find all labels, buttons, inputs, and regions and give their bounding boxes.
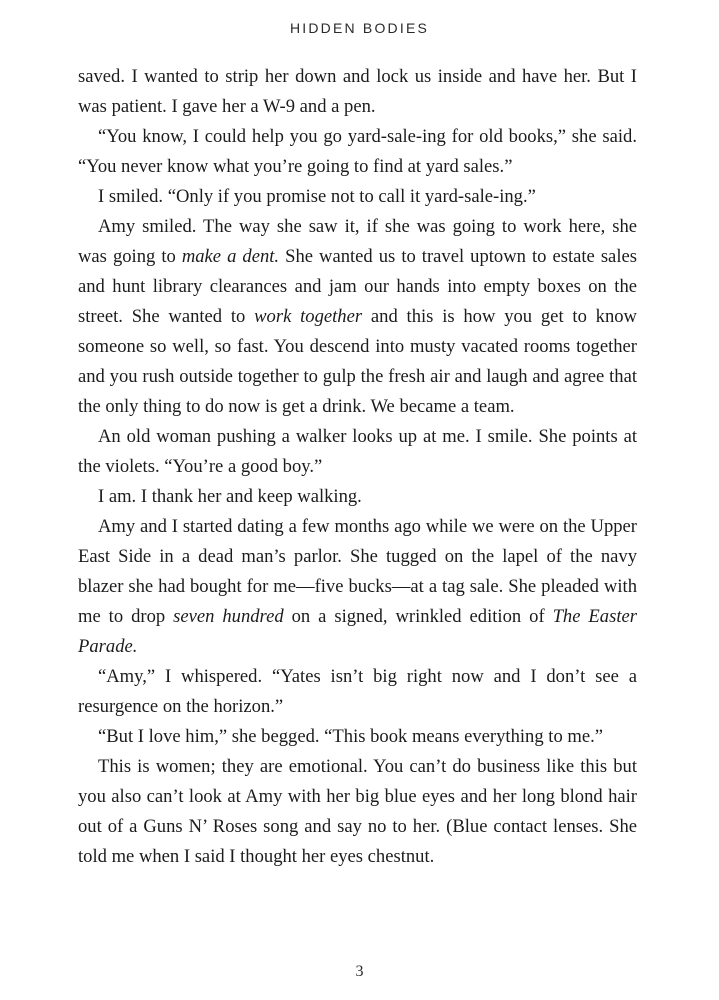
paragraph (78, 212, 637, 422)
paragraph (78, 422, 637, 482)
paragraph (78, 182, 637, 212)
italic-text: The Easter Parade. (78, 606, 637, 657)
text-run: and this is how you get to know someone so well, so fast. You descend into musty vacated rooms together and you rush outside together to gulp the fresh air and laugh and agree that the only thing to do now is get a drink. We became a team. (78, 306, 637, 417)
text-run: Amy and I started dating a few months ago while we were on the Upper East Side in a dead man’s parlor. She tugged on the lapel of the navy blazer she had bought for me—five bucks—at a tag sale. She pleaded with me to drop (78, 516, 637, 627)
text-run: She wanted us to travel uptown to estate sales and hunt library clearances and jam our hands into empty boxes on the street. She wanted to (78, 246, 637, 327)
text-run: This is women; they are emotional. You can’t do business like this but you also can’t look at Amy with her big blue eyes and her long blond hair out of a Guns N’ Roses song and say no to her. (Blue contact lenses. She told me when I said I thought her eyes chestnut. (78, 756, 637, 867)
text-run: An old woman pushing a walker looks up at me. I smile. She points at the violets. “You’re a good boy.” (78, 426, 637, 477)
text-run: “You know, I could help you go yard-sale-ing for old books,” she said. “You never know what you’re going to find at yard sales.” (78, 126, 637, 177)
italic-text: make a dent. (181, 246, 280, 267)
text-run: saved. I wanted to strip her down and lock us inside and have her. But I was patient. I gave her a W-9 and a pen. (78, 66, 637, 117)
italic-text: work together (254, 306, 363, 327)
text-run: Amy smiled. The way she saw it, if she was going to work here, she was going to (78, 216, 637, 267)
paragraph (78, 662, 637, 722)
paragraph (78, 752, 637, 872)
text-run: on a signed, wrinkled edition of (283, 606, 553, 627)
paragraph (78, 722, 637, 752)
page-number: 3 (355, 963, 364, 980)
text-run: I smiled. “Only if you promise not to call it yard-sale-ing.” (98, 186, 536, 207)
paragraph (78, 482, 637, 512)
text-run: I am. I thank her and keep walking. (98, 486, 362, 507)
text-run: “But I love him,” she begged. “This book means everything to me.” (98, 726, 604, 747)
paragraph (78, 122, 637, 182)
paragraph (78, 62, 637, 122)
body-text (78, 62, 637, 872)
running-head: HIDDEN BODIES (289, 20, 430, 36)
text-run: “Amy,” I whispered. “Yates isn’t big right now and I don’t see a resurgence on the horizon.” (78, 666, 637, 717)
paragraph (78, 512, 637, 662)
italic-text: seven hundred (173, 606, 284, 627)
